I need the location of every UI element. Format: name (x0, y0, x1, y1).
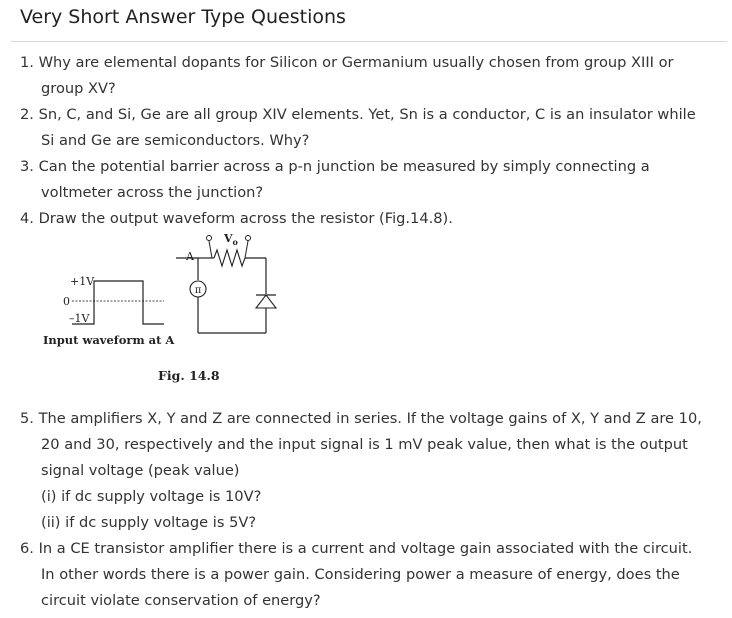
question-6-line-2: In other words there is a power gain. Considering power a measure of energy, does the (41, 566, 680, 583)
figure-caption: Fig. 14.8 (158, 368, 220, 383)
question-6-line-3: circuit violate conservation of energy? (41, 592, 321, 609)
question-3-line-1: 3. Can the potential barrier across a p-n junction be measured by simply connecting a (20, 158, 650, 175)
question-1-line-2: group XV? (41, 80, 116, 97)
question-5-line-2: 20 and 30, respectively and the input signal is 1 mV peak value, then what is the output (41, 436, 688, 453)
node-a-label: A (186, 250, 194, 263)
vo-label: $V_o$ (224, 232, 238, 247)
resistor-symbol (214, 250, 245, 266)
terminal-lead-left (209, 241, 212, 258)
source-label: π (194, 285, 202, 296)
question-5-sub-1: (i) if dc supply voltage is 10V? (41, 488, 262, 505)
waveform-zero-label: 0 (63, 295, 70, 308)
question-6-line-1: 6. In a CE transistor amplifier there is a current and voltage gain associated with the circuit. (20, 540, 693, 557)
question-3-line-2: voltmeter across the junction? (41, 184, 264, 201)
question-4-line-1: 4. Draw the output waveform across the resistor (Fig.14.8). (20, 210, 453, 227)
question-2-line-1: 2. Sn, C, and Si, Ge are all group XIV elements. Yet, Sn is a conductor, C is an insulator while (20, 106, 696, 123)
terminal-right (246, 236, 251, 241)
question-1-line-1: 1. Why are elemental dopants for Silicon or Germanium usually chosen from group XIII or (20, 54, 674, 71)
page-title: Very Short Answer Type Questions (20, 6, 346, 28)
waveform-minus-label: –1V (69, 312, 90, 325)
question-5-line-3: signal voltage (peak value) (41, 462, 240, 479)
diode-symbol (256, 295, 276, 308)
question-5-line-1: 5. The amplifiers X, Y and Z are connected in series. If the voltage gains of X, Y and Z are 10, (20, 410, 702, 427)
waveform-caption: Input waveform at A (43, 333, 175, 347)
waveform-plus-label: +1V (70, 275, 95, 288)
question-5-sub-2: (ii) if dc supply voltage is 5V? (41, 514, 257, 531)
terminal-left (207, 236, 212, 241)
question-2-line-2: Si and Ge are semiconductors. Why? (41, 132, 310, 149)
circuit-figure (38, 228, 298, 358)
terminal-lead-right (245, 241, 248, 258)
title-divider (11, 41, 727, 42)
